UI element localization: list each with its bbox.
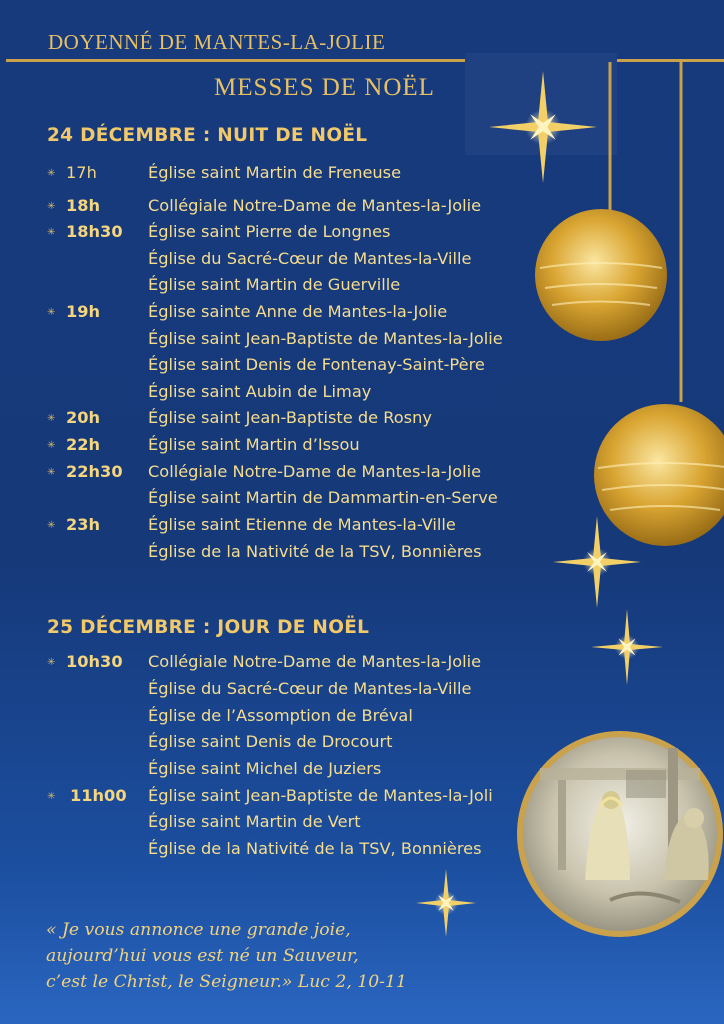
bullet-star-icon: ✳ <box>47 227 56 238</box>
quote-line: aujourd’hui vous est né un Sauveur, <box>46 946 359 966</box>
mass-time: 20h <box>66 408 101 427</box>
bullet-star-icon: ✳ <box>47 791 56 802</box>
church-name: Église saint Jean-Baptiste de Rosny <box>148 408 432 427</box>
church-name: Église de la Nativité de la TSV, Bonnières <box>148 839 482 858</box>
mass-time: 18h30 <box>66 222 123 241</box>
bullet-star-icon: ✳ <box>47 307 56 318</box>
quote-line: « Je vous annonce une grande joie, <box>46 920 351 940</box>
gold-ornament-icon <box>594 404 724 546</box>
church-name: Collégiale Notre-Dame de Mantes-la-Jolie <box>148 196 482 215</box>
gold-ornament-icon <box>535 209 667 341</box>
church-name: Église saint Pierre de Longnes <box>148 222 391 241</box>
section-heading-night: 24 DÉCEMBRE : NUIT DE NOËL <box>47 125 368 146</box>
bullet-star-icon: ✳ <box>47 657 56 668</box>
mass-time: 19h <box>66 302 101 321</box>
church-name: Église saint Jean-Baptiste de Mantes-la-Joli <box>148 786 493 805</box>
church-name: Collégiale Notre-Dame de Mantes-la-Jolie <box>148 652 482 671</box>
church-name: Église saint Denis de Fontenay-Saint-Père <box>148 355 485 374</box>
church-name: Église saint Martin de Freneuse <box>148 163 402 182</box>
church-name: Église saint Martin de Dammartin-en-Serve <box>148 488 498 507</box>
bullet-star-icon: ✳ <box>47 520 56 531</box>
church-name: Église saint Martin de Vert <box>148 812 361 831</box>
bullet-star-icon: ✳ <box>47 168 56 179</box>
bullet-star-icon: ✳ <box>47 440 56 451</box>
church-name: Église du Sacré-Cœur de Mantes-la-Ville <box>148 249 472 268</box>
mass-time: 11h00 <box>70 786 127 805</box>
page-title: MESSES DE NOËL <box>214 74 435 101</box>
church-name: Collégiale Notre-Dame de Mantes-la-Jolie <box>148 462 482 481</box>
church-name: Église saint Michel de Juziers <box>148 759 382 778</box>
quote-line: c’est le Christ, le Seigneur.» Luc 2, 10-11 <box>46 972 407 992</box>
church-name: Église saint Martin d’Issou <box>148 435 360 454</box>
mass-time: 17h <box>66 163 97 182</box>
church-name: Église saint Etienne de Mantes-la-Ville <box>148 515 456 534</box>
bullet-star-icon: ✳ <box>47 413 56 424</box>
church-name: Église saint Aubin de Limay <box>148 382 372 401</box>
church-name: Église saint Denis de Drocourt <box>148 732 393 751</box>
gospel-quote <box>46 917 486 995</box>
star-icon <box>591 609 663 685</box>
star-icon <box>489 71 597 183</box>
deanery-title: DOYENNÉ DE MANTES-LA-JOLIE <box>48 30 386 54</box>
mass-time: 18h <box>66 196 101 215</box>
church-name: Église saint Martin de Guerville <box>148 275 401 294</box>
mass-time: 22h30 <box>66 462 123 481</box>
church-name: Église de l’Assomption de Bréval <box>148 706 413 725</box>
mass-time: 10h30 <box>66 652 123 671</box>
church-name: Église de la Nativité de la TSV, Bonnières <box>148 542 482 561</box>
church-name: Église du Sacré-Cœur de Mantes-la-Ville <box>148 679 472 698</box>
bullet-star-icon: ✳ <box>47 467 56 478</box>
nativity-medallion <box>517 731 723 937</box>
church-name: Église saint Jean-Baptiste de Mantes-la-Jolie <box>148 329 503 348</box>
mass-time: 23h <box>66 515 101 534</box>
church-name: Église sainte Anne de Mantes-la-Jolie <box>148 302 448 321</box>
mass-time: 22h <box>66 435 101 454</box>
section-heading-day: 25 DÉCEMBRE : JOUR DE NOËL <box>47 617 370 638</box>
bullet-star-icon: ✳ <box>47 201 56 212</box>
